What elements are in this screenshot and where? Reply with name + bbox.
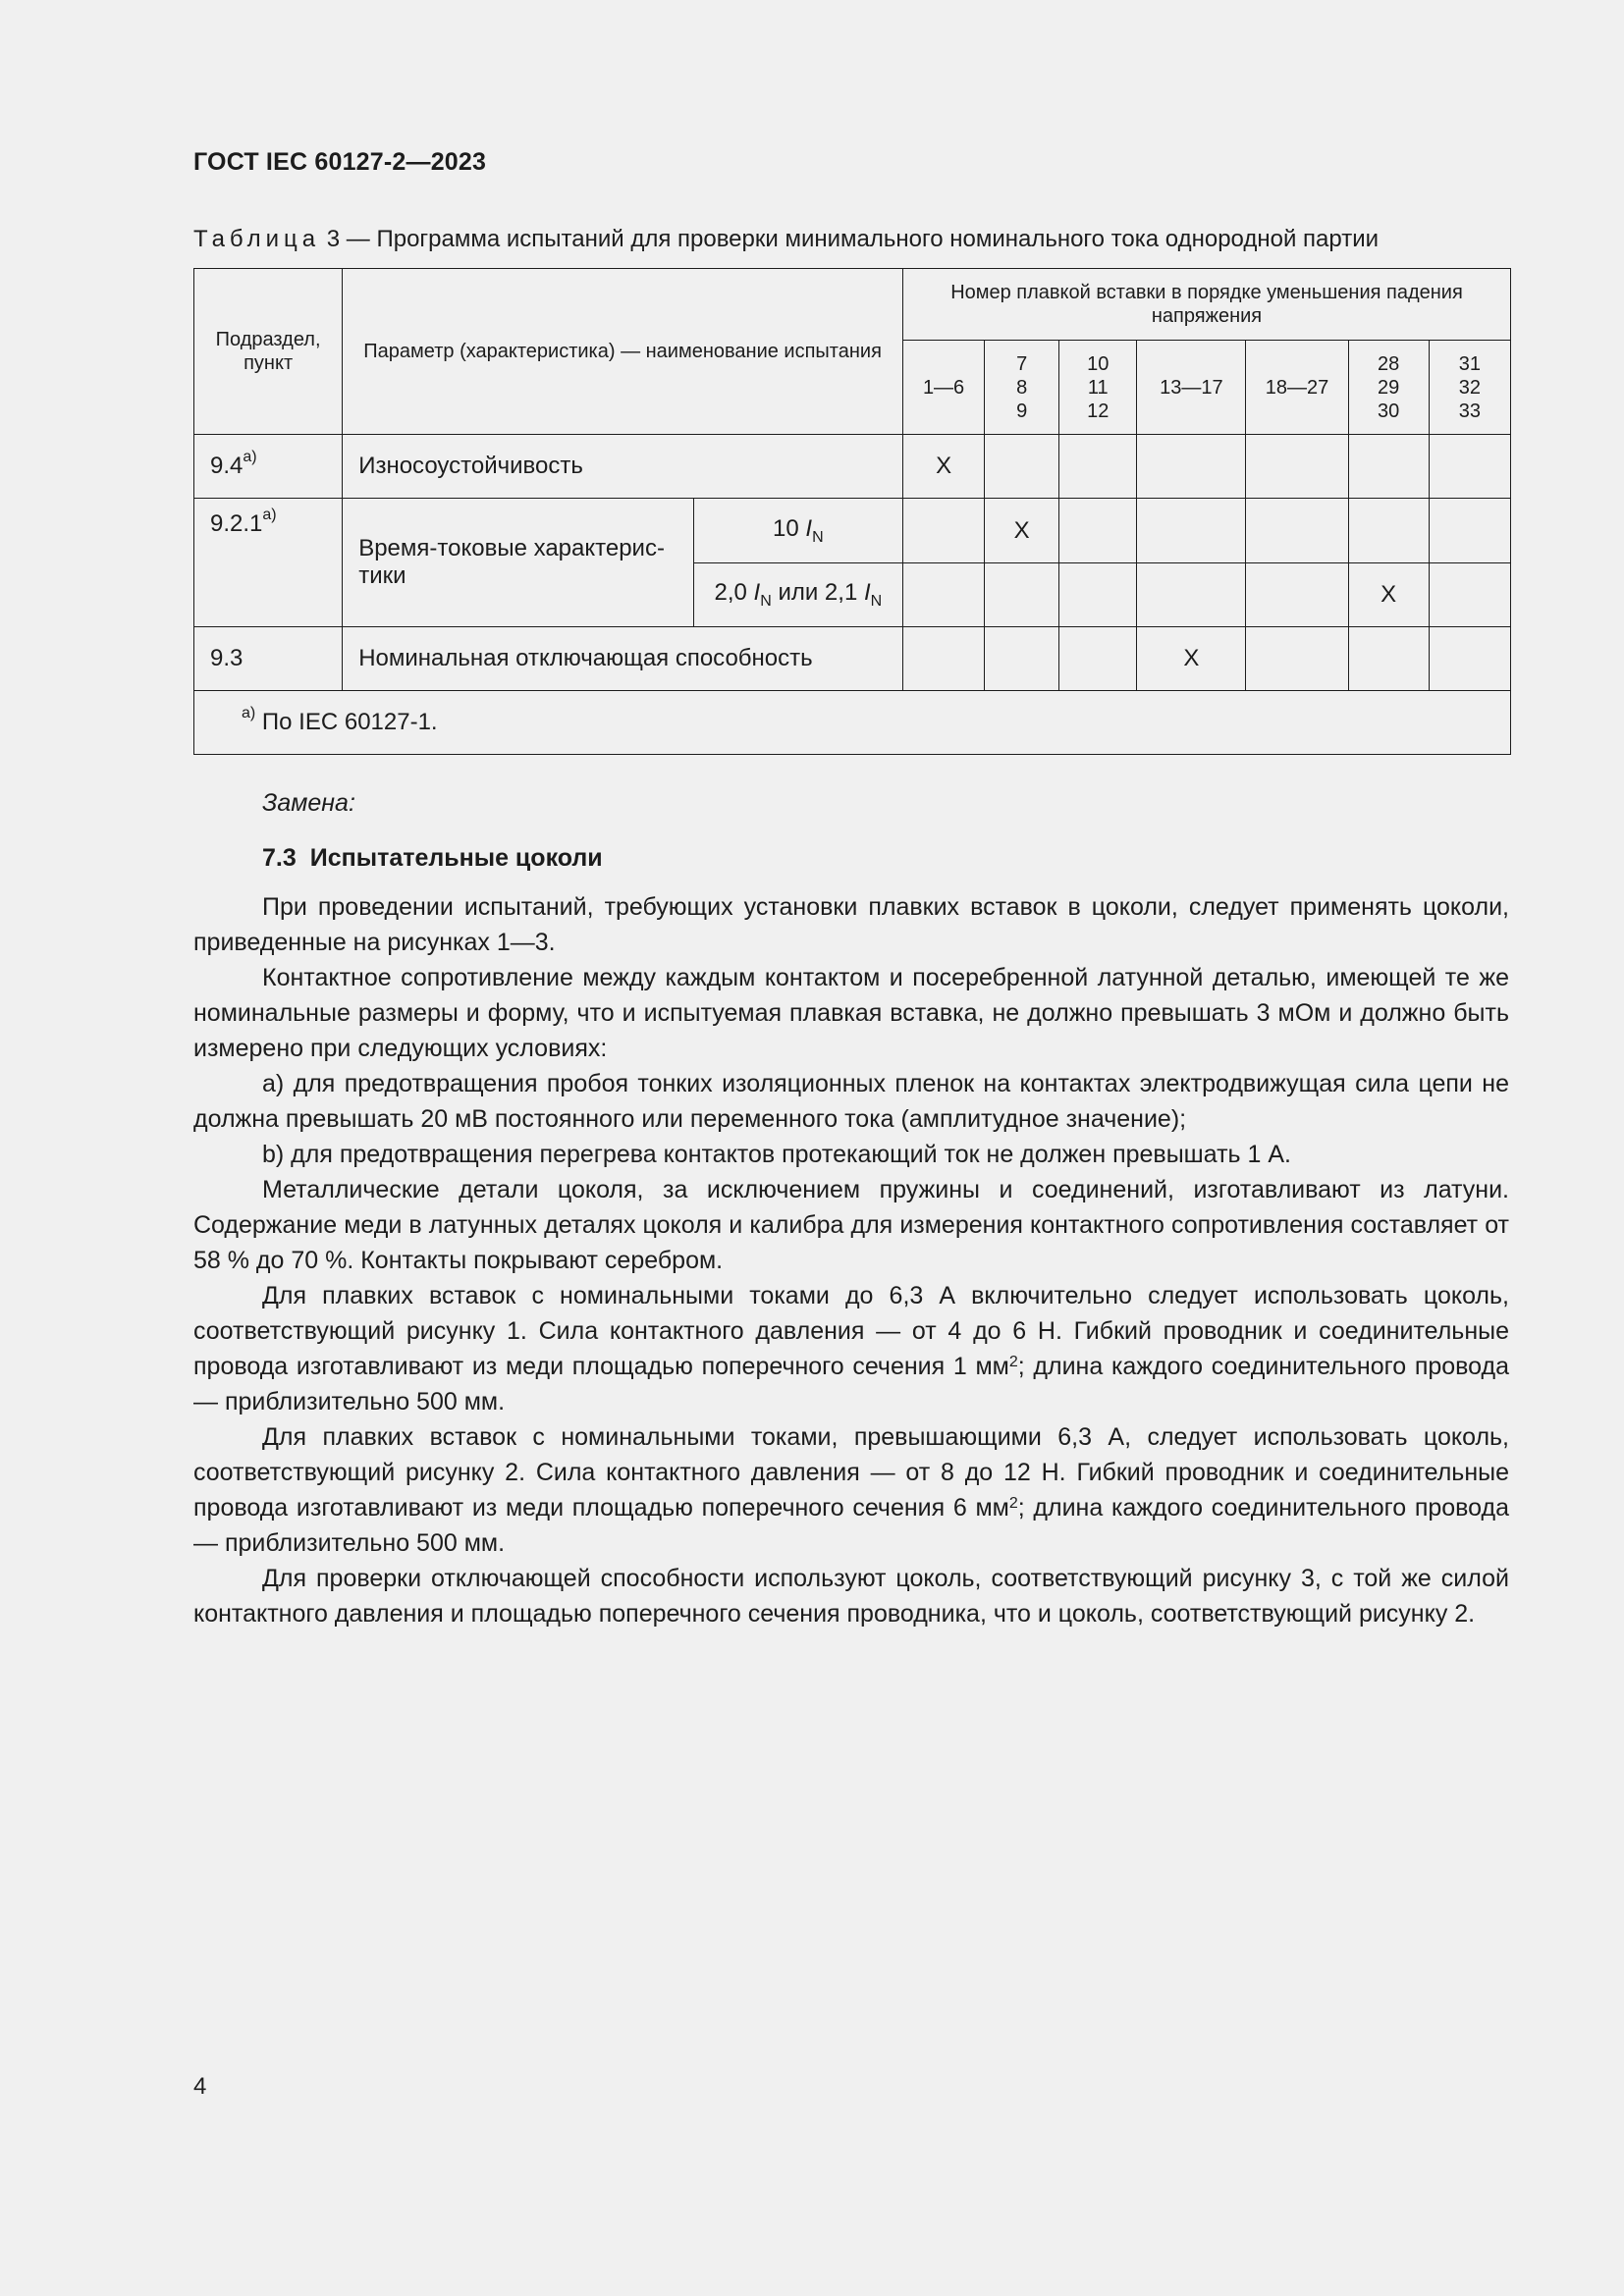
table-footnote: $^{а)}$ По IEC 60127-1.	[194, 691, 1511, 755]
fuse-col-5: 18—27	[1246, 341, 1348, 435]
paragraph: Металлические детали цоколя, за исключением пружины и соединений, изготавливают из латуни. Содержание меди в латунных деталях цоколя и калибра для измерения контактного сопротивления составляет от 58 % до 70 %. Контакты покрывают серебром.	[193, 1176, 1509, 1274]
table-caption-text: 3 — Программа испытаний для проверки минимального номинального тока однородной партии	[326, 226, 1380, 252]
row-mark: X	[985, 499, 1059, 563]
table-row	[194, 499, 1511, 563]
row-mark: X	[903, 435, 985, 499]
row-parameter: Износоустойчивость	[343, 435, 903, 499]
header-parameter: Параметр (характеристика) — наименование испытания	[343, 269, 903, 435]
list-item: a) для предотвращения пробоя тонких изоляционных пленок на контактах электродвижущая сила цепи не должна превышать 20 мВ постоянного или переменного тока (амплитудное значение);	[193, 1070, 1509, 1133]
fuse-col-3: 10 11 12	[1059, 341, 1137, 435]
header-fuse-group: Номер плавкой вставки в порядке уменьшения падения напряжения	[903, 269, 1511, 341]
fuse-col-4: 13—17	[1137, 341, 1246, 435]
page-number: 4	[193, 2073, 207, 2100]
table-caption-word: Таблица	[193, 226, 321, 252]
table-caption	[193, 226, 1379, 253]
replacement-label: Замена:	[262, 789, 355, 817]
paragraph: Для проверки отключающей способности используют цоколь, соответствующий рисунку 3, с той же силой контактного давления и площадью поперечного сечения проводника, что и цоколь, соответствующий рисунку 2.	[193, 1565, 1509, 1628]
row-subparameter: 2,0 $I_N$ или 2,1 $I_N$	[693, 563, 902, 627]
header-section: Подраздел, пункт	[194, 269, 343, 435]
section-heading: 7.3 Испытательные цоколи	[262, 844, 603, 872]
row-parameter: Время-токовые характерис-тики	[343, 499, 694, 627]
row-subparameter: 10 $I_N$	[693, 499, 902, 563]
row-parameter: Номинальная отключающая способность	[343, 627, 903, 691]
paragraph: При проведении испытаний, требующих установки плавких вставок в цоколи, следует применять цоколи, приведенные на рисунках 1—3.	[193, 893, 1509, 956]
table-row	[194, 435, 1511, 499]
list-item: b) для предотвращения перегрева контактов протекающий ток не должен превышать 1 А.	[262, 1141, 1291, 1168]
row-mark: X	[1348, 563, 1429, 627]
paragraph: Контактное сопротивление между каждым контактом и посеребренной латунной деталью, имеющей те же номинальные размеры и форму, что и испытуемая плавкая вставка, не должно превышать 3 мОм и должно быть измерено при следующих условиях:	[193, 964, 1509, 1062]
document-header: ГОСТ IEC 60127-2—2023	[193, 148, 487, 176]
table-footnote-row	[194, 691, 1511, 755]
paragraph: Для плавких вставок с номинальными токами, превышающими 6,3 А, следует использовать цоколь, соответствующий рисунку 2. Сила контактного давления — от 8 до 12 Н. Гибкий проводник и соединительные провода изготавливают из меди площадью поперечного сечения 6 $мм^2$; длина каждого соединительного провода — приблизительно 500 мм.	[193, 1423, 1510, 1557]
row-section: 9.3	[194, 627, 343, 691]
fuse-col-1: 1—6	[903, 341, 985, 435]
row-mark: X	[1137, 627, 1246, 691]
paragraph: Для плавких вставок с номинальными токами до 6,3 А включительно следует использовать цоколь, соответствующий рисунку 1. Сила контактного давления — от 4 до 6 Н. Гибкий проводник и соединительные провода изготавливают из меди площадью поперечного сечения 1 $мм^2$; длина каждого соединительного провода — приблизительно 500 мм.	[193, 1282, 1510, 1415]
body-text	[193, 785, 1509, 1631]
row-section: $9.2.1^{а)}$	[194, 499, 343, 627]
table-row	[194, 627, 1511, 691]
fuse-col-6: 28 29 30	[1348, 341, 1429, 435]
row-section: $9.4^{а)}$	[194, 435, 343, 499]
table-header-row	[194, 269, 1511, 341]
fuse-col-2: 7 8 9	[985, 341, 1059, 435]
fuse-col-7: 31 32 33	[1429, 341, 1510, 435]
test-program-table	[193, 268, 1511, 755]
